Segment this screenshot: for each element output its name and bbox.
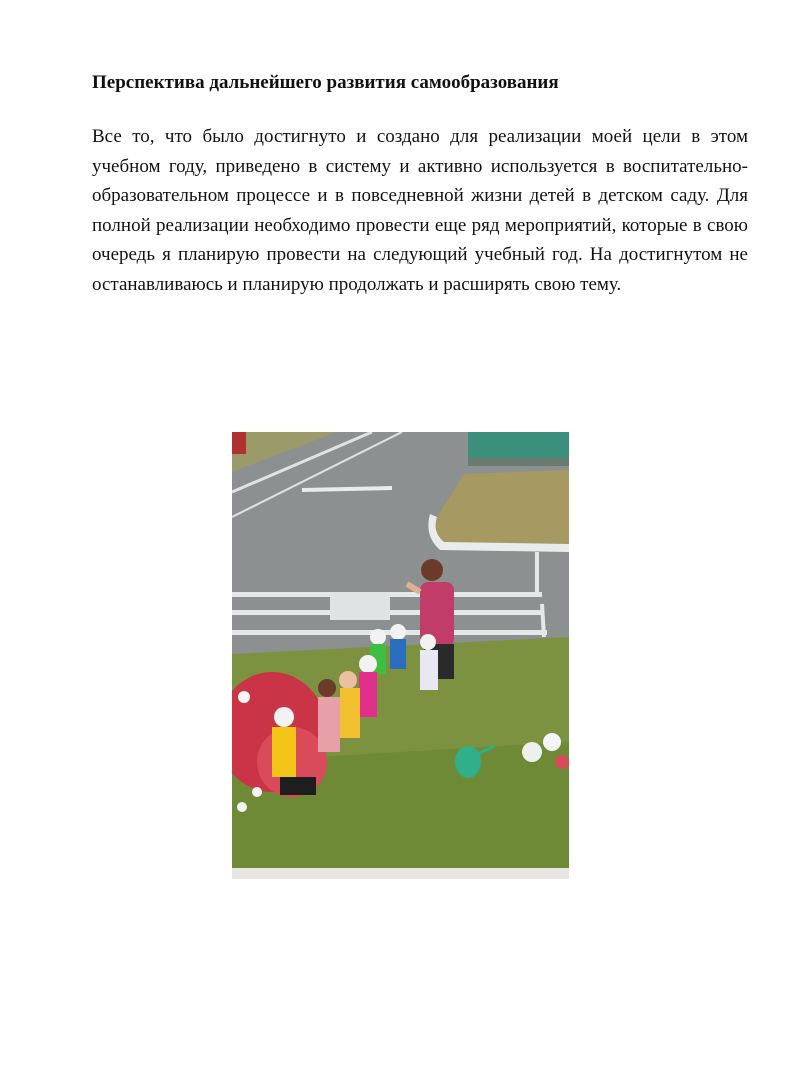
document-paragraph: Все то, что было достигнуто и создано для реализации моей цели в этом учебном году, приведено в систему и активно используется в воспитательно-образовательном процессе и в повседневной жизни детей в детском саду. Для полной реализации необходимо провести еще ряд мероприятий, которые в свою очередь я планирую провести на следующий учебный год. На достигнутом не останавливаюсь и планирую продолжать и расширять свою тему.	[92, 126, 748, 295]
photo-illustration	[232, 432, 569, 879]
children-photo	[232, 432, 569, 879]
document-title: Перспектива дальнейшего развития самообразования	[92, 72, 559, 93]
